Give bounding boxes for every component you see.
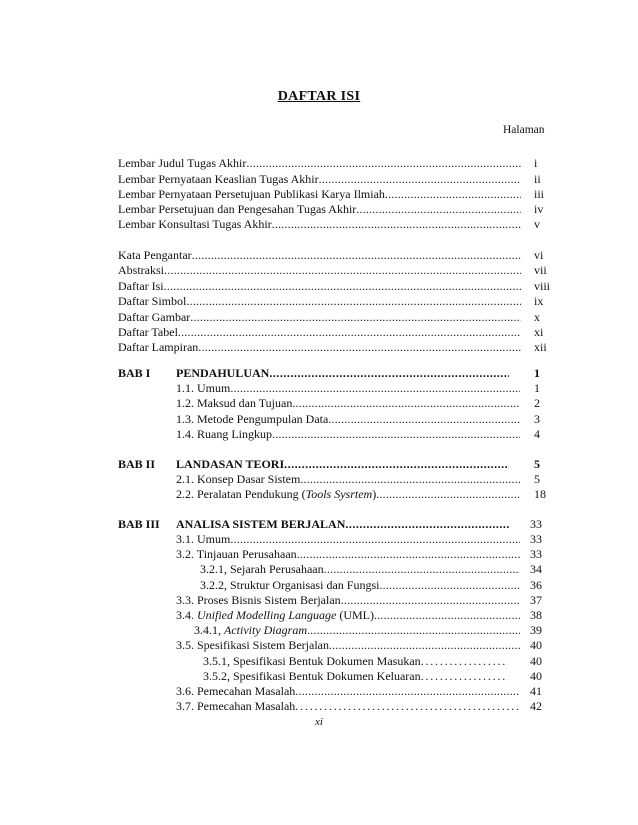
page-title: DAFTAR ISI <box>277 89 361 104</box>
toc-page-number: 5 <box>534 457 540 471</box>
toc-entry <box>203 654 508 669</box>
toc-page-number: 40 <box>530 669 542 683</box>
toc-entry <box>176 684 520 699</box>
toc-page-number: 33 <box>530 532 542 546</box>
toc-page-number: 41 <box>530 684 542 698</box>
toc-entry <box>118 217 521 232</box>
toc-entry <box>118 340 521 355</box>
toc-entry <box>194 623 520 638</box>
toc-entry <box>118 187 521 202</box>
toc-page-number: i <box>534 156 538 170</box>
toc-entry-text: Daftar Isi <box>118 279 164 293</box>
toc-page-number: 18 <box>534 487 546 501</box>
toc-page-number: 33 <box>530 547 542 561</box>
toc-page-number: iii <box>534 187 545 201</box>
toc-entry-text: Daftar Gambar <box>118 310 191 324</box>
toc-entry-text: Kata Pengantar <box>118 248 192 262</box>
chapter-heading <box>176 457 509 472</box>
toc-entry <box>176 412 520 427</box>
toc-entry <box>176 472 520 487</box>
toc-entry-text: Lembar Judul Tugas Akhir <box>118 156 247 170</box>
toc-entry <box>176 532 520 547</box>
toc-entry-text-part: 3.4. <box>176 608 197 622</box>
toc-page-number: 39 <box>530 623 542 637</box>
page-column-header: Halaman <box>503 124 545 136</box>
toc-entry-text: Lembar Pernyataan Keaslian Tugas Akhir <box>118 172 319 186</box>
toc-entry-text: 3.2.1, Sejarah Perusahaan <box>200 562 324 576</box>
toc-entry <box>118 310 521 325</box>
toc-entry <box>176 608 520 623</box>
toc-page-number: xi <box>534 325 544 339</box>
toc-entry <box>176 487 520 502</box>
toc-entry-text: Lembar Pernyataan Persetujuan Publikasi Karya Ilmiah <box>118 187 385 201</box>
chapter-label: BAB III <box>118 517 160 531</box>
toc-page-number: v <box>534 217 540 231</box>
toc-entry-text-part: (UML) <box>336 608 374 622</box>
toc-page-number: 40 <box>530 638 542 652</box>
toc-entry-text: 3.5.1, Spesifikasi Bentuk Dokumen Masukan <box>203 654 421 668</box>
toc-entry-text: Abstraksi <box>118 263 164 277</box>
toc-entry-text: 1.3. Metode Pengumpulan Data <box>176 412 329 426</box>
toc-entry-italic: Unified Modelling Language <box>197 608 337 622</box>
toc-page-number: vii <box>534 263 547 277</box>
toc-entry-text: Daftar Simbol <box>118 294 187 308</box>
toc-page-number: 33 <box>530 517 542 531</box>
toc-page-number: viii <box>534 279 551 293</box>
toc-page-number: 42 <box>530 699 542 713</box>
toc-entry-text-part: ) <box>372 487 377 501</box>
toc-entry-text: Lembar Konsultasi Tugas Akhir <box>118 217 272 231</box>
toc-page-number: 2 <box>534 396 540 410</box>
chapter-heading <box>176 366 509 381</box>
toc-page-number: vi <box>534 248 544 262</box>
toc-entry-text: 3.6. Pemecahan Masalah <box>176 684 296 698</box>
toc-entry <box>118 172 521 187</box>
toc-entry-text: 3.5.2, Spesifikasi Bentuk Dokumen Keluaran <box>203 669 421 683</box>
page-footer-number: xi <box>315 716 323 728</box>
toc-entry <box>176 381 520 396</box>
toc-page-number: 1 <box>534 366 540 380</box>
toc-entry-text-part: 2.2. Peralatan Pendukung ( <box>176 487 306 501</box>
toc-entry-text: 3.5. Spesifikasi Sistem Berjalan <box>176 638 329 652</box>
toc-entry-text-part: 3.4.1, <box>194 623 224 637</box>
toc-entry-text <box>176 608 374 623</box>
toc-entry-text: Daftar Tabel <box>118 325 178 339</box>
toc-entry <box>203 669 508 684</box>
toc-entry-text <box>194 623 307 638</box>
toc-entry-text: 3.3. Proses Bisnis Sistem Berjalan <box>176 593 341 607</box>
toc-entry <box>118 294 521 309</box>
toc-entry <box>176 593 520 608</box>
toc-entry-text: 3.2. Tinjauan Perusahaan <box>176 547 297 561</box>
chapter-title: LANDASAN TEORI <box>176 457 285 471</box>
toc-page-number: x <box>534 310 540 324</box>
chapter-title: ANALISA SISTEM BERJALAN <box>176 517 346 531</box>
toc-entry <box>118 156 521 171</box>
toc-page-number: ii <box>534 172 541 186</box>
toc-page-number: 1 <box>534 381 540 395</box>
toc-entry-italic: Activity Diagram <box>224 623 307 637</box>
toc-entry-text: 1.1. Umum <box>176 381 231 395</box>
chapter-label: BAB II <box>118 457 156 471</box>
toc-entry <box>200 562 520 577</box>
toc-entry <box>118 263 521 278</box>
toc-entry-text: 1.2. Maksud dan Tujuan <box>176 396 293 410</box>
chapter-title: PENDAHULUAN <box>176 366 270 380</box>
toc-entry-text: 3.2.2, Struktur Organisasi dan Fungsi <box>200 578 380 592</box>
toc-entry-text: 1.4. Ruang Lingkup <box>176 427 272 441</box>
toc-entry <box>118 325 521 340</box>
toc-entry <box>176 699 520 714</box>
toc-page-number: 37 <box>530 593 542 607</box>
toc-entry <box>118 202 521 217</box>
toc-entry-text: Lembar Persetujuan dan Pengesahan Tugas Akhir <box>118 202 357 216</box>
toc-entry <box>176 638 520 653</box>
chapter-heading <box>176 517 509 532</box>
toc-entry <box>118 279 521 294</box>
toc-page-number: iv <box>534 202 544 216</box>
toc-page-number: 40 <box>530 654 542 668</box>
toc-entry-italic: Tools Sysrtem <box>305 487 373 501</box>
toc-page-number: 36 <box>530 578 542 592</box>
toc-entry-text: 3.1. Umum <box>176 532 231 546</box>
toc-page-number: 5 <box>534 472 540 486</box>
toc-page-number: 3 <box>534 412 540 426</box>
toc-entry-text: Daftar Lampiran <box>118 340 199 354</box>
toc-entry <box>176 427 520 442</box>
toc-entry <box>118 248 521 263</box>
toc-page-number: ix <box>534 294 544 308</box>
toc-page-number: 34 <box>530 562 542 576</box>
toc-page-number: 4 <box>534 427 540 441</box>
toc-entry-text <box>176 487 376 502</box>
toc-entry-text: 3.7. Pemecahan Masalah <box>176 699 296 713</box>
toc-entry <box>176 396 520 411</box>
toc-entry <box>176 547 520 562</box>
toc-entry-text: 2.1. Konsep Dasar Sistem <box>176 472 301 486</box>
toc-page-number: xii <box>534 340 547 354</box>
chapter-label: BAB I <box>118 366 151 380</box>
toc-page-number: 38 <box>530 608 542 622</box>
toc-entry <box>200 578 520 593</box>
